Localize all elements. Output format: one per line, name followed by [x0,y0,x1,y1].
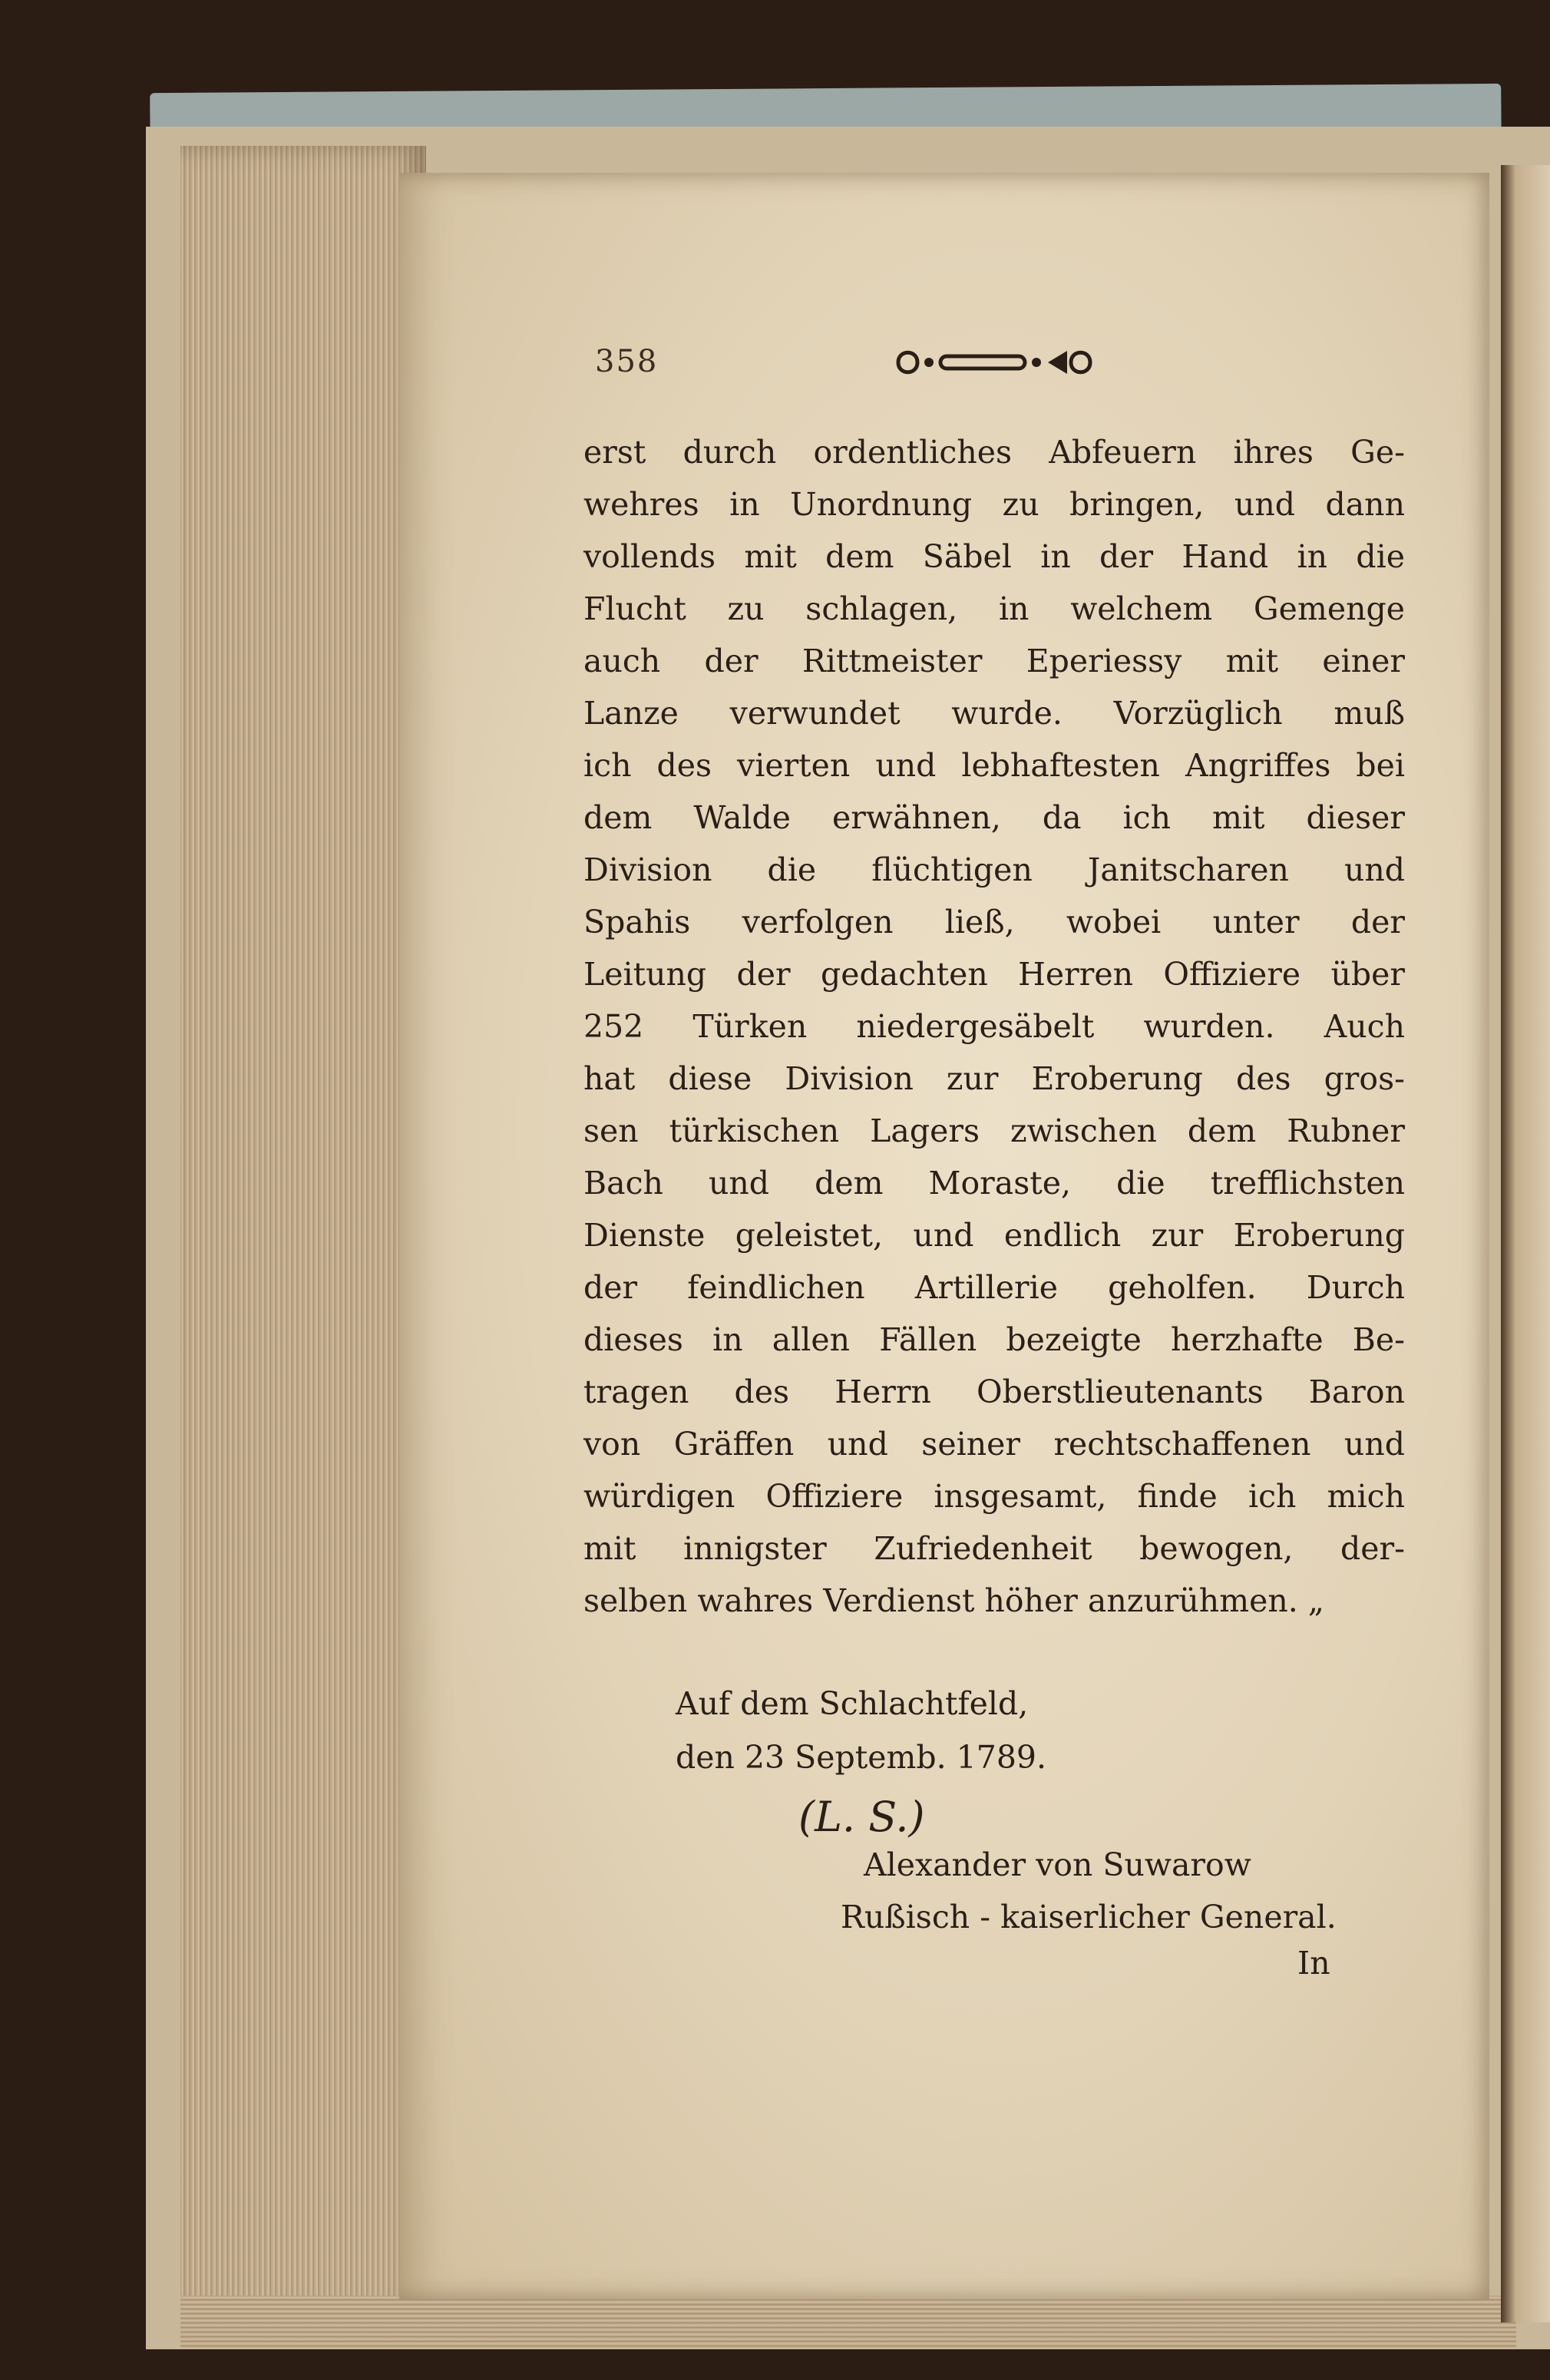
page-edges [180,146,426,2342]
text-line: Dienste geleistet, und endlich zur Eroberung [583,1217,1405,1254]
text-line: erst durch ordentliches Abfeuern ihres Ge- [583,434,1405,471]
text-line: Leitung der gedachten Herren Offiziere über [583,956,1405,993]
text-line: selben wahres Verdienst höher anzurühmen. „ [583,1582,1325,1619]
date-line: den 23 Septemb. 1789. [676,1739,1047,1776]
text-line: auch der Rittmeister Eperiessy mit einer [583,643,1405,679]
text-line: Spahis verfolgen ließ, wobei unter der [583,904,1405,940]
text-line: Lanze verwundet wurde. Vorzüglich muß [583,695,1405,732]
text-line: Division die flüchtigen Janitscharen und [583,851,1405,888]
signer-name: Alexander von Suwarow [864,1846,1251,1883]
text-line: wehres in Unordnung zu bringen, und dann [583,486,1405,523]
header-ornament-icon [883,343,1105,382]
seal-mark: (L. S.) [798,1793,925,1841]
place-line: Auf dem Schlachtfeld, [676,1685,1029,1722]
text-line: ich des vierten und lebhaftesten Angriffes bei [583,747,1405,784]
page-number: 358 [595,344,659,379]
text-line: Flucht zu schlagen, in welchem Gemenge [583,590,1405,627]
text-line: würdigen Offiziere insgesamt, finde ich mich [583,1478,1405,1515]
text-line: sen türkischen Lagers zwischen dem Rubner [583,1112,1405,1149]
text-line: der feindlichen Artillerie geholfen. Durch [583,1269,1405,1306]
text-line: dem Walde erwähnen, da ich mit dieser [583,799,1405,836]
text-line: 252 Türken niedergesäbelt wurden. Auch [583,1008,1405,1045]
text-line: mit innigster Zufriedenheit bewogen, der- [583,1530,1405,1567]
text-line: von Gräffen und seiner rechtschaffenen und [583,1426,1405,1463]
facing-page-edge [1501,165,1550,2322]
signer-title: Rußisch - kaiserlicher General. [841,1899,1337,1935]
text-line: Bach und dem Moraste, die trefflichsten [583,1165,1405,1202]
text-line: tragen des Herrn Oberstlieutenants Baron [583,1373,1405,1410]
text-line: vollends mit dem Säbel in der Hand in die [583,538,1405,575]
catchword: In [1297,1945,1330,1982]
text-line: dieses in allen Fällen bezeigte herzhafte Be- [583,1321,1405,1358]
page-edges-bottom [180,2296,1516,2349]
text-line: hat diese Division zur Eroberung des gros- [583,1060,1405,1097]
